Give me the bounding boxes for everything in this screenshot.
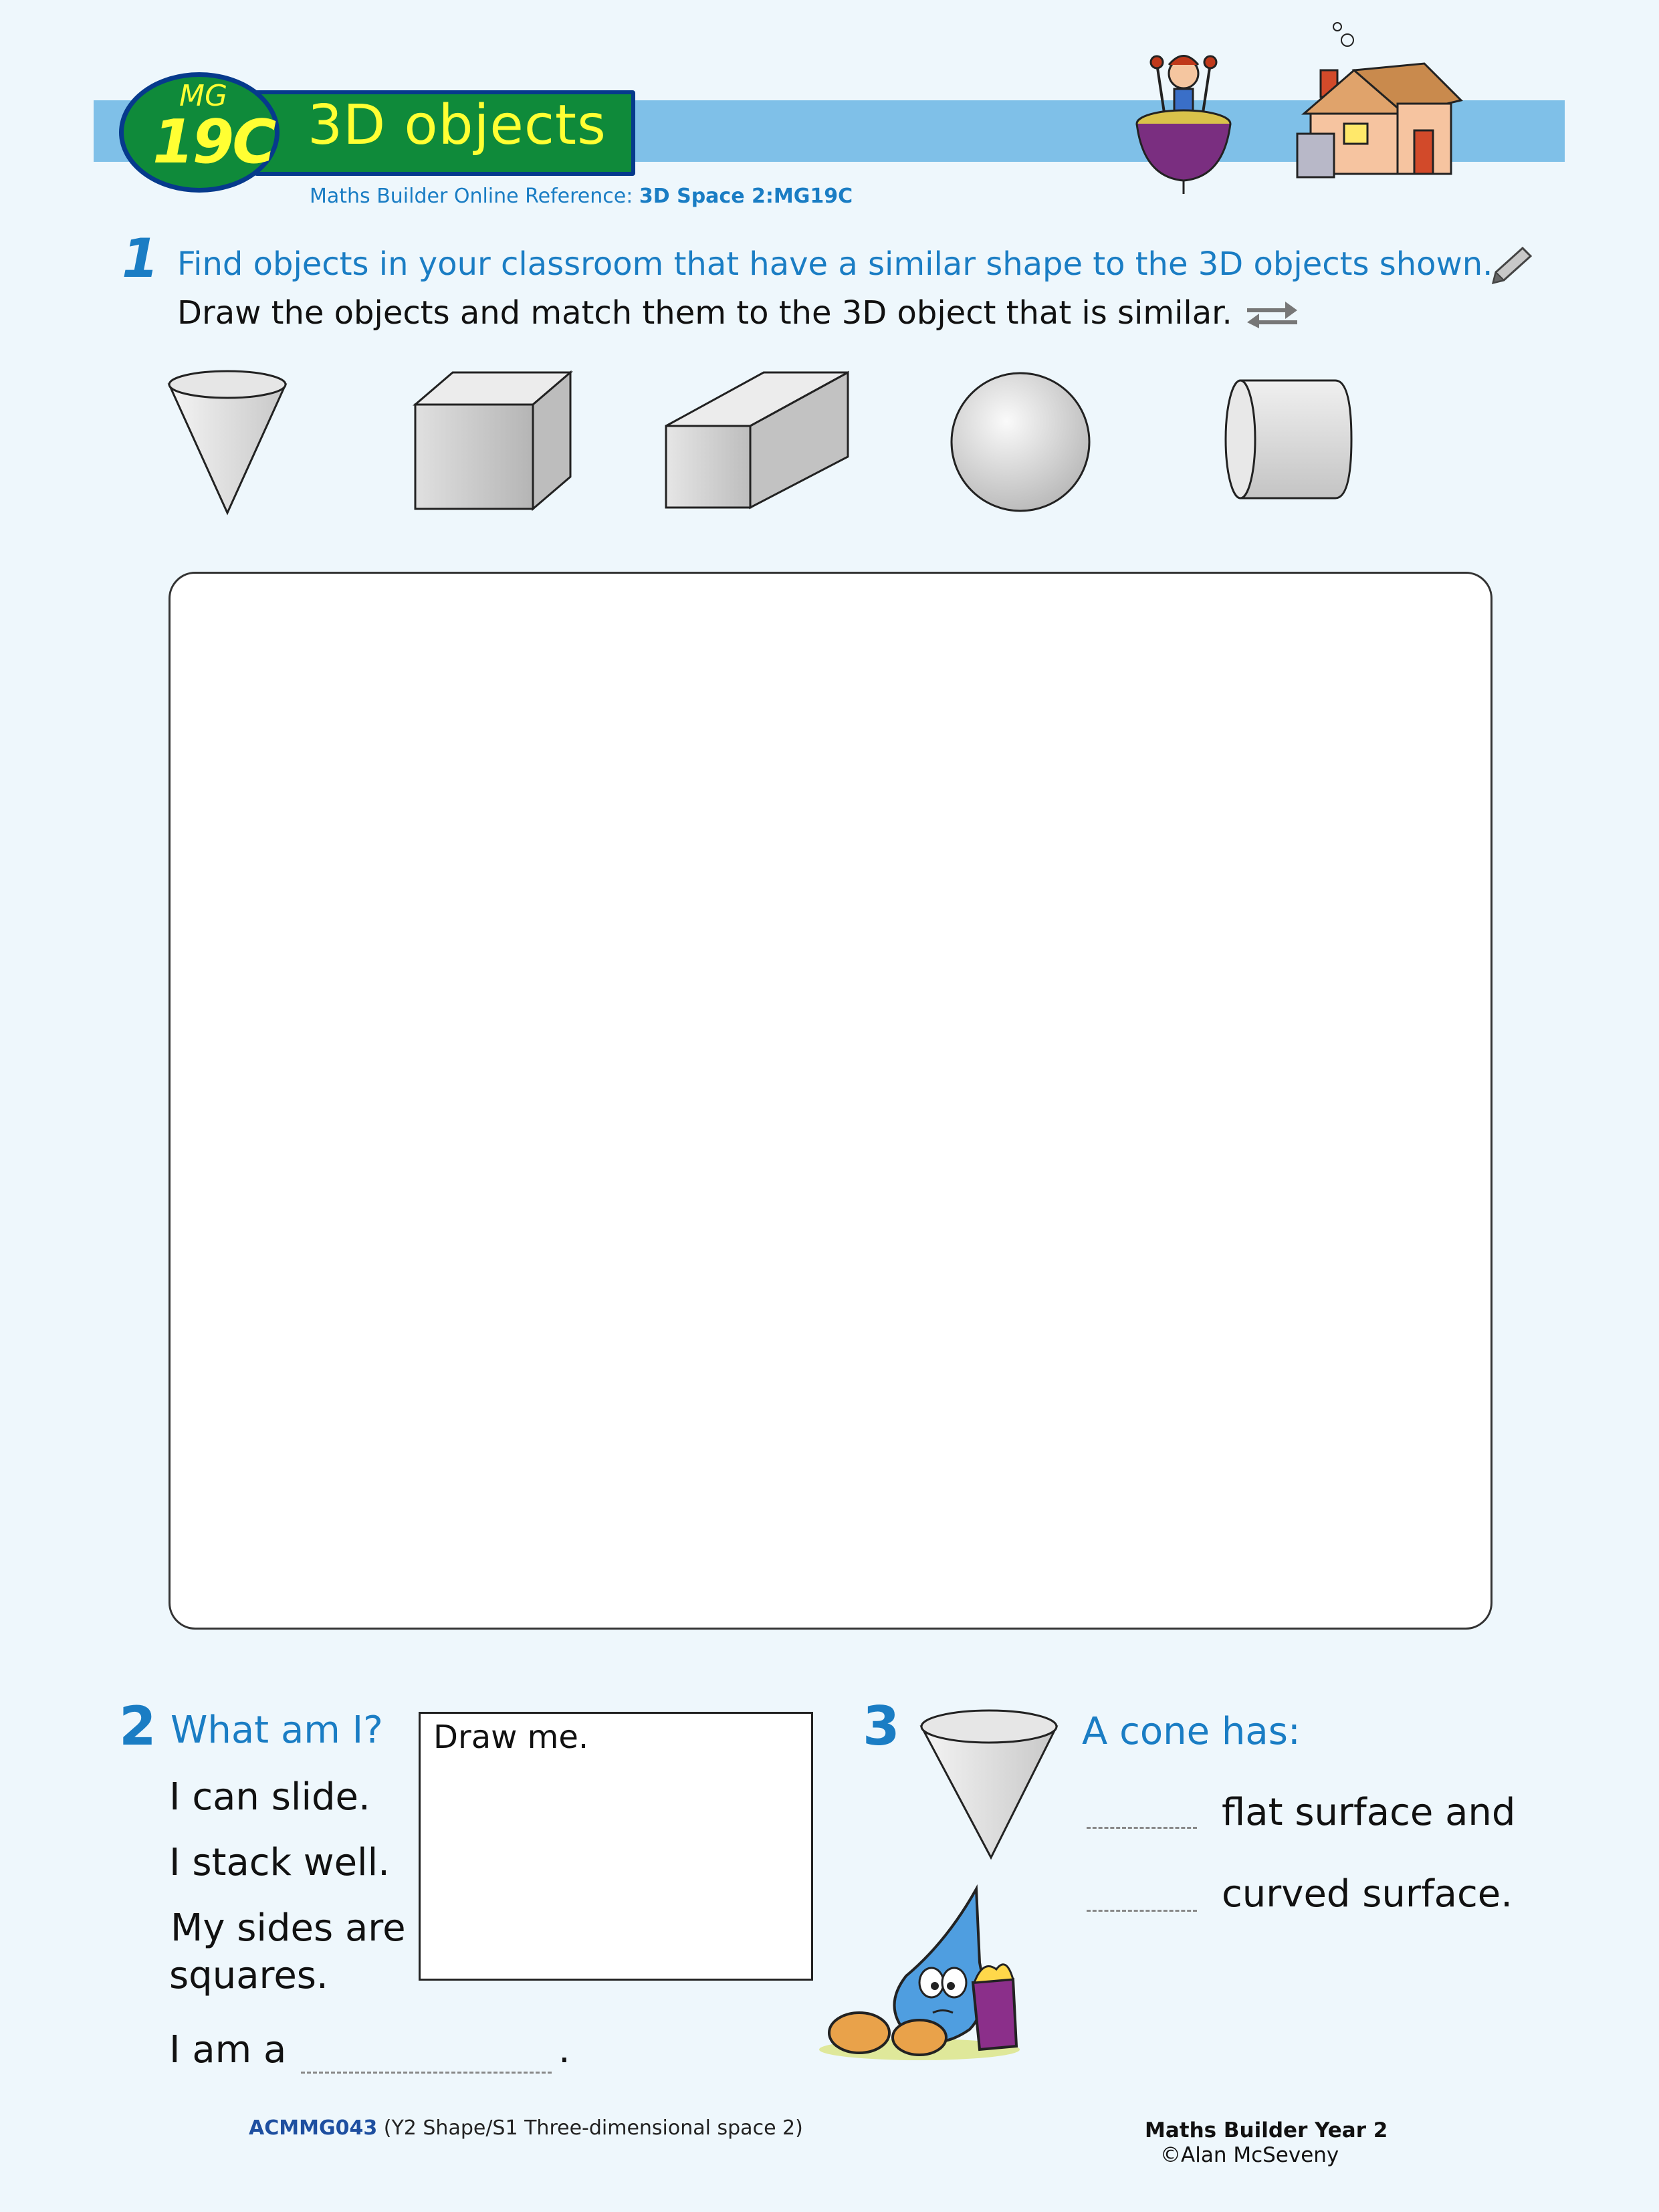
page-title: 3D objects xyxy=(308,94,606,157)
curriculum-code-desc: (Y2 Shape/S1 Three-dimensional space 2) xyxy=(383,2116,803,2140)
online-reference xyxy=(310,185,853,208)
question-1-number: 1 xyxy=(122,227,159,290)
cone-icon xyxy=(917,1704,1061,1861)
cube-icon xyxy=(413,370,573,512)
answer-blank[interactable] xyxy=(301,2045,552,2074)
cylinder-icon xyxy=(1214,378,1354,502)
clue-sides: My sides are xyxy=(171,1906,406,1950)
drawing-area[interactable] xyxy=(169,572,1492,1630)
question-3-number: 3 xyxy=(863,1695,900,1757)
copyright: ©Alan McSeveny xyxy=(1160,2143,1339,2167)
curved-surface-blank[interactable] xyxy=(1087,1903,1197,1912)
cone-icon xyxy=(164,364,298,518)
clue-stack: I stack well. xyxy=(169,1841,390,1884)
question-2-number: 2 xyxy=(119,1695,156,1757)
curriculum-code-id: ACMMG043 xyxy=(249,2116,378,2140)
curriculum-code xyxy=(249,2116,803,2140)
question-1-instruction: Find objects in your classroom that have a similar shape to the 3D objects shown. xyxy=(177,245,1493,283)
question-1-instruction-2: Draw the objects and match them to the 3D object that is similar. xyxy=(177,294,1232,332)
mascot-illustration xyxy=(812,1882,1053,2063)
clue-squares: squares. xyxy=(169,1954,328,1997)
question-2-title: What am I? xyxy=(171,1708,383,1752)
online-ref-label: Maths Builder Online Reference: xyxy=(310,185,633,208)
clue-slide: I can slide. xyxy=(169,1775,370,1819)
drummer-illustration xyxy=(1130,37,1237,197)
answer-prefix: I am a xyxy=(169,2028,287,2072)
book-title: Maths Builder Year 2 xyxy=(1145,2118,1388,2142)
pencil-icon xyxy=(1488,244,1535,288)
rectangular-prism-icon xyxy=(663,370,851,512)
draw-me-label: Draw me. xyxy=(433,1719,589,1756)
sphere-icon xyxy=(948,370,1093,514)
badge-number: 19C xyxy=(152,107,275,177)
curved-surface-text: curved surface. xyxy=(1222,1872,1513,1916)
house-illustration xyxy=(1291,13,1471,181)
match-arrows-icon xyxy=(1244,299,1301,329)
flat-surface-text: flat surface and xyxy=(1222,1791,1516,1834)
online-ref-value: 3D Space 2:MG19C xyxy=(639,185,853,208)
question-3-title: A cone has: xyxy=(1082,1710,1301,1753)
badge-strand: MG xyxy=(179,79,228,113)
answer-suffix: . xyxy=(558,2028,570,2072)
flat-surface-blank[interactable] xyxy=(1087,1820,1197,1829)
